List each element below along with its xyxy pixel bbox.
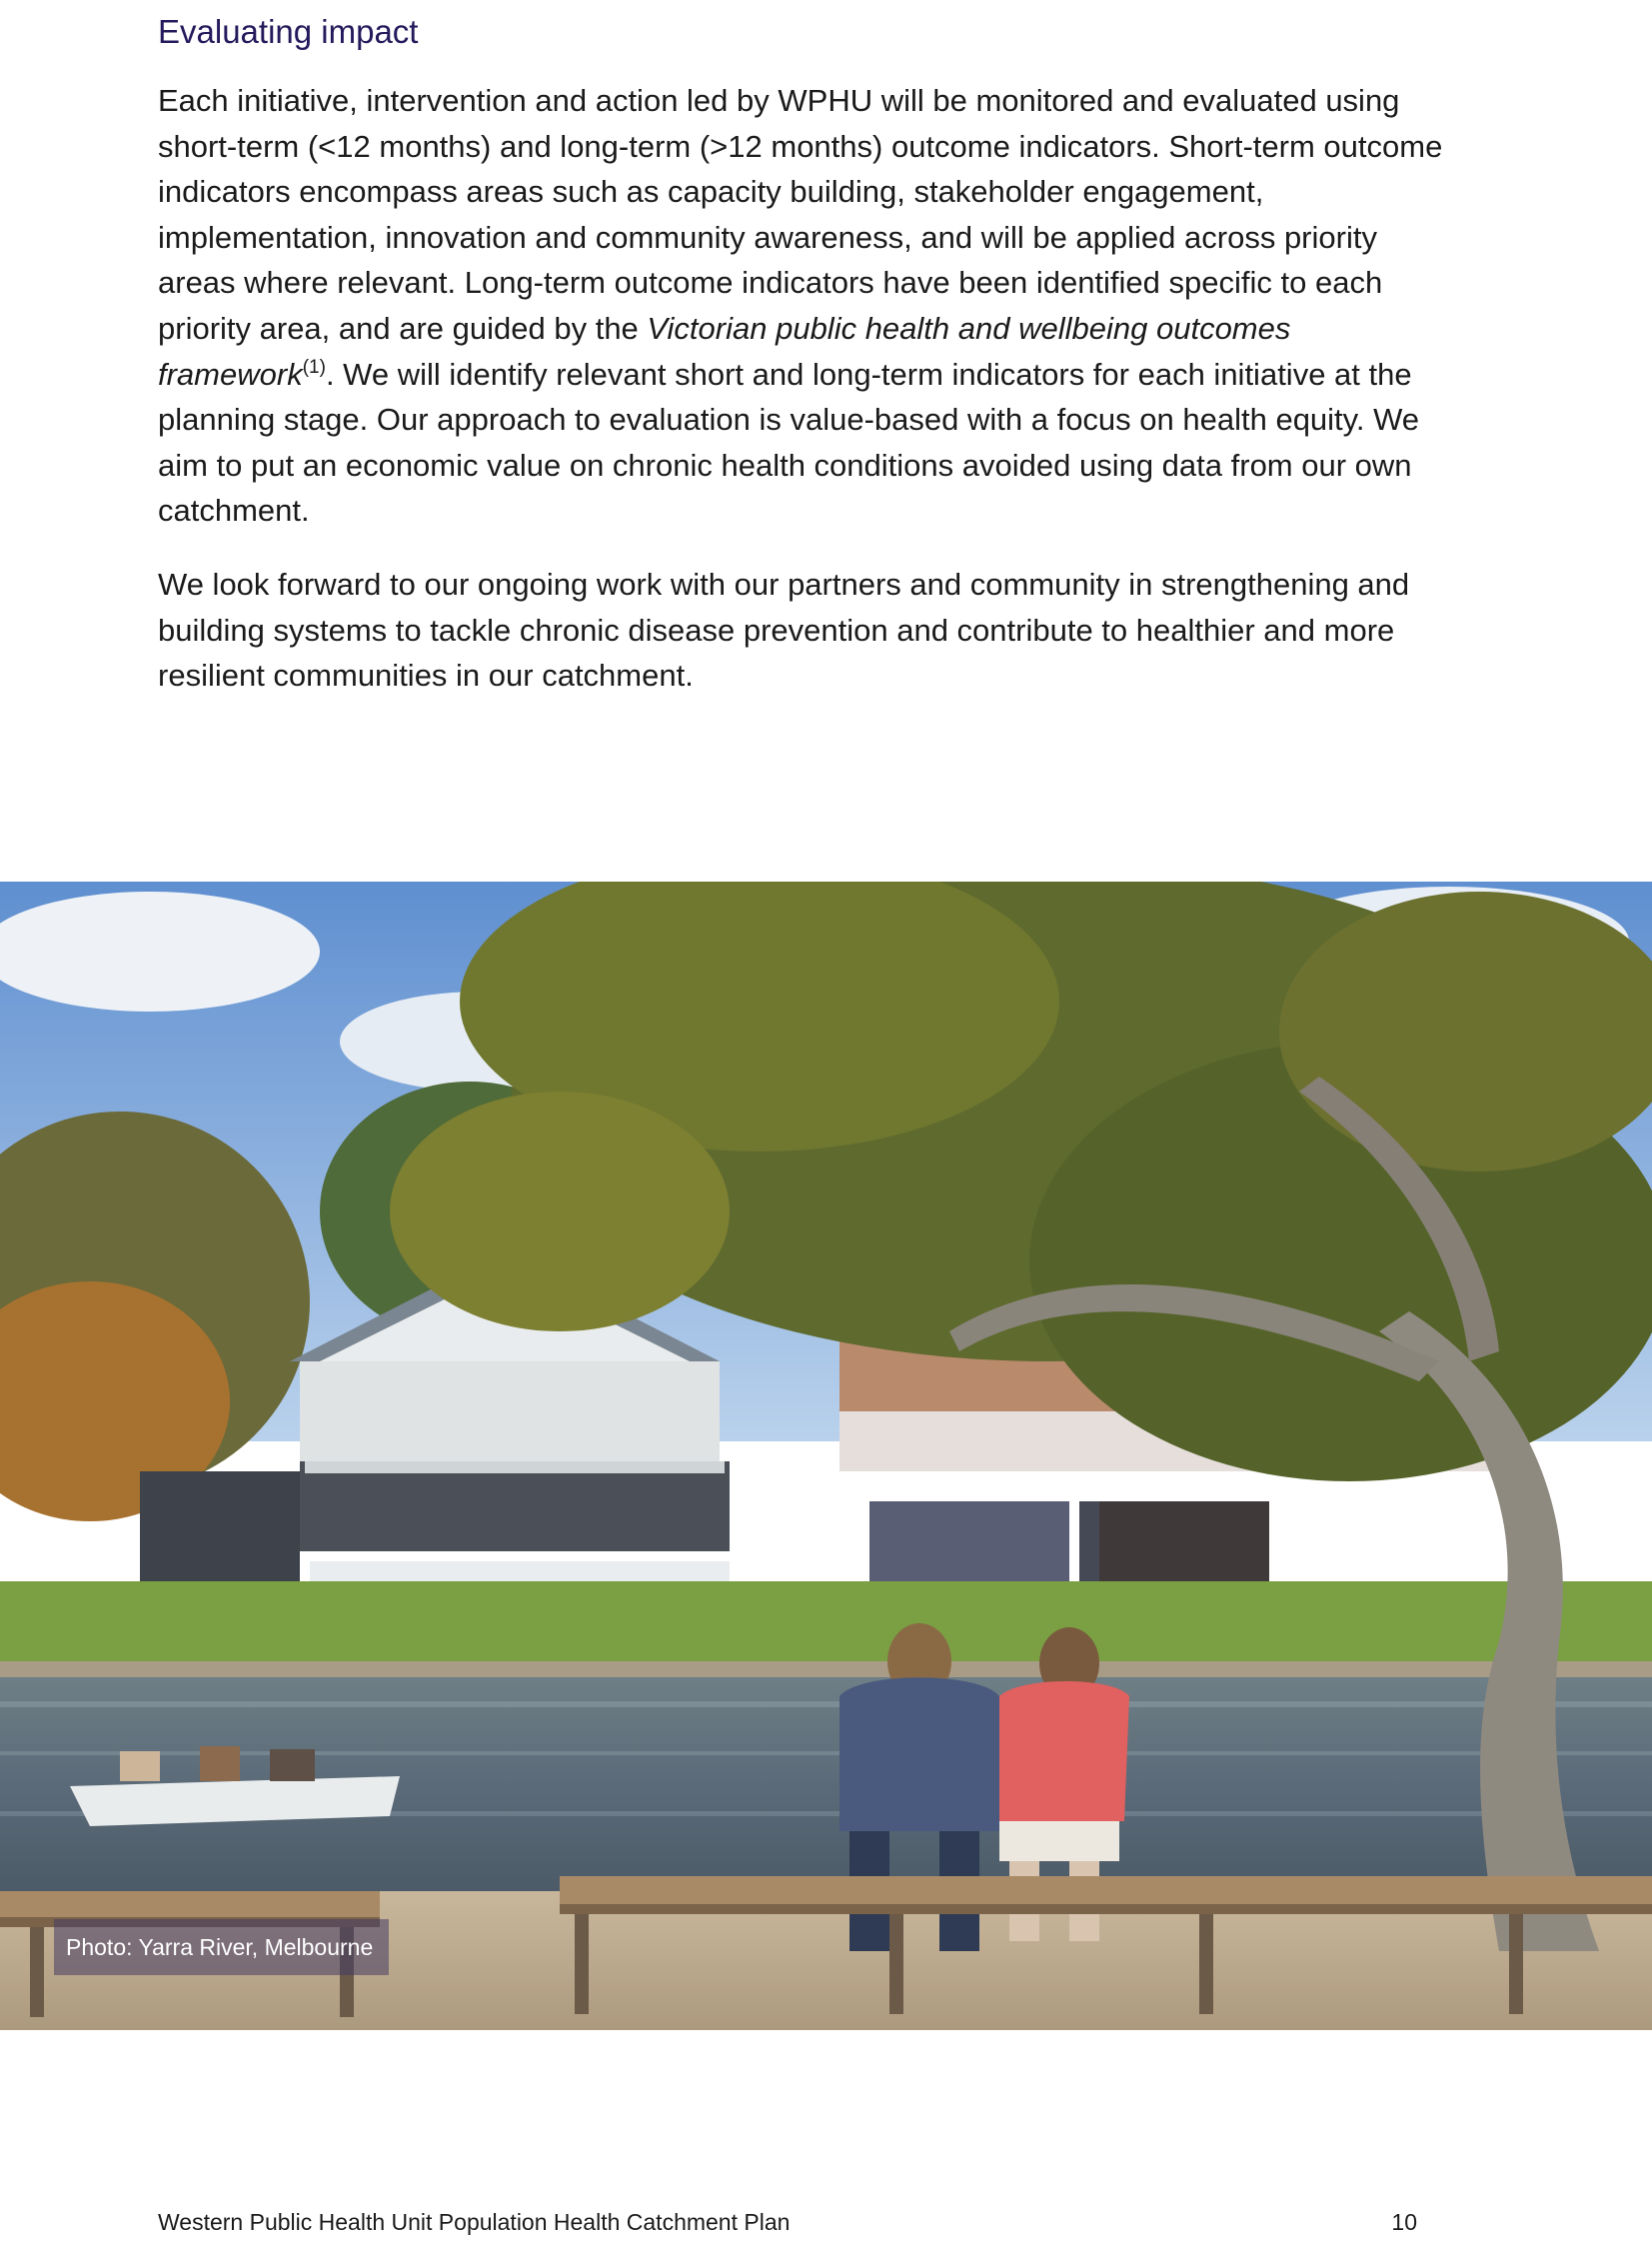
framework-title: Victorian public health and wellbeing outcomes framework xyxy=(158,310,1291,392)
page-footer xyxy=(158,2209,1417,2236)
reference-marker: (1) xyxy=(302,356,326,378)
body-text xyxy=(158,78,1447,699)
photo-caption: Photo: Yarra River, Melbourne xyxy=(54,1919,389,1975)
photo-yarra-river xyxy=(0,882,1652,2030)
paragraph-evaluation-part1: Each initiative, intervention and action led by WPHU will be monitored and evaluated using short-term (<12 months) and long-term (>12 months) outcome indicators. Short-term outcome indicators encompass areas such as capacity building, stakeholder engagement, implementation, innovation and community awareness, and will be applied across priority areas where relevant. Long-term outcome indicators have been identified specific to each priority area, and are guided by the xyxy=(158,83,1443,346)
paragraph-evaluation-part2: . We will identify relevant short and long-term indicators for each initiative at the planning stage. Our approach to evaluation is value-based with a focus on health equity. We aim to put an economic value on chronic health conditions avoided using data from our own catchment. xyxy=(158,356,1420,529)
paragraph-outlook: We look forward to our ongoing work with our partners and community in strengthening and building systems to tackle chronic disease prevention and contribute to healthier and more resilient communities in our catchment. xyxy=(158,566,1410,694)
footer-document-title: Western Public Health Unit Population Health Catchment Plan xyxy=(158,2209,791,2235)
section-heading: Evaluating impact xyxy=(158,13,419,50)
path xyxy=(0,1661,1652,1677)
page-number: 10 xyxy=(1391,2209,1417,2235)
photo-illustration xyxy=(0,882,1652,2030)
paragraph-evaluation xyxy=(158,78,1447,534)
grass-bank xyxy=(0,1581,1652,1671)
